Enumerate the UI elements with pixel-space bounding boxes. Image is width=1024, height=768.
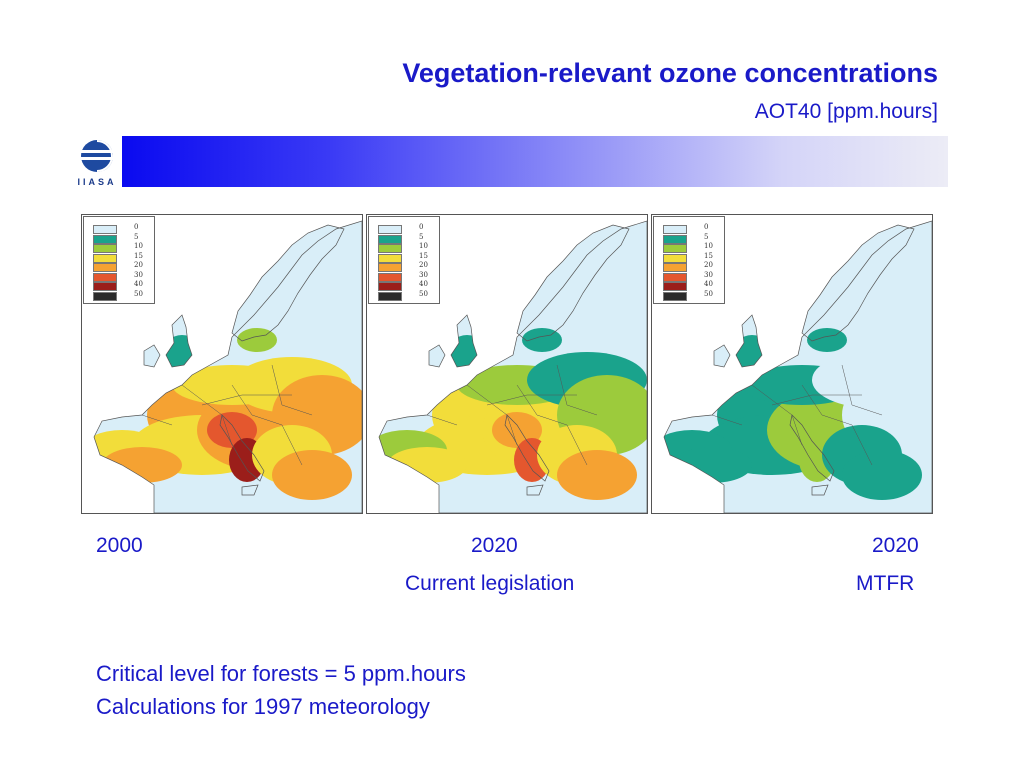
legend-label: 15: [134, 251, 143, 260]
legend-swatch: [663, 244, 687, 253]
legend-swatch: [378, 273, 402, 282]
legend-label: 30: [704, 270, 713, 279]
note-meteorology: Calculations for 1997 meteorology: [96, 694, 430, 719]
legend-swatch: [93, 282, 117, 291]
legend-swatch: [378, 263, 402, 272]
legend-label: 20: [704, 261, 713, 269]
caption-label-2020-mtfr: MTFR: [856, 572, 915, 595]
ozone-zone: [522, 328, 562, 352]
logo-text: IIASA: [77, 177, 117, 187]
legend-swatch: [93, 235, 117, 244]
legend-swatch: [378, 282, 402, 291]
legend-label: 5: [419, 232, 424, 241]
legend-label: 20: [419, 261, 428, 269]
slide-title: Vegetation-relevant ozone concentrations: [402, 58, 938, 88]
legend-label: 10: [134, 242, 143, 250]
legend-swatch: [93, 273, 117, 282]
map-legend: [653, 216, 725, 304]
legend-swatch: [378, 235, 402, 244]
legend-label: 15: [419, 251, 428, 260]
legend-swatch: [93, 254, 117, 263]
iiasa-logo: [74, 136, 120, 190]
map-2020-mtfr: [651, 214, 933, 514]
ozone-zone: [272, 450, 352, 500]
map-legend: [368, 216, 440, 304]
legend-label: 40: [704, 280, 713, 288]
map-legend: [83, 216, 155, 304]
legend-label: 30: [134, 270, 143, 279]
legend-swatch: [663, 235, 687, 244]
legend-swatch: [378, 292, 402, 301]
ozone-zone: [807, 328, 847, 352]
caption-year-2020-mtfr: 2020: [872, 534, 919, 557]
legend-label: 50: [704, 289, 713, 298]
legend-label: 10: [704, 242, 713, 250]
legend-label: 5: [704, 232, 709, 241]
ozone-zone: [557, 450, 637, 500]
legend-swatch: [378, 254, 402, 263]
ozone-zone: [842, 450, 922, 500]
legend-label: 10: [419, 242, 428, 250]
legend-label: 50: [419, 289, 428, 298]
map-2000: [81, 214, 363, 514]
caption-label-2020-cle: Current legislation: [405, 572, 575, 595]
map-2020-current-legislation: [366, 214, 648, 514]
legend-label: 50: [134, 289, 143, 298]
legend-label: 30: [419, 270, 428, 279]
legend-label: 15: [704, 251, 713, 260]
legend-label: 0: [419, 223, 424, 231]
ozone-zone: [237, 328, 277, 352]
globe-icon: [74, 136, 120, 176]
title-banner: [122, 136, 948, 187]
legend-swatch: [663, 263, 687, 272]
legend-swatch: [663, 225, 687, 234]
legend-label: 0: [704, 223, 709, 231]
note-critical-level: Critical level for forests = 5 ppm.hours: [96, 661, 466, 686]
legend-swatch: [663, 273, 687, 282]
legend-label: 5: [134, 232, 139, 241]
legend-swatch: [663, 282, 687, 291]
legend-swatch: [663, 254, 687, 263]
caption-year-2020-cle: 2020: [471, 534, 518, 557]
legend-swatch: [93, 244, 117, 253]
legend-swatch: [378, 244, 402, 253]
legend-swatch: [93, 292, 117, 301]
legend-swatch: [663, 292, 687, 301]
legend-label: 40: [134, 280, 143, 288]
legend-swatch: [93, 225, 117, 234]
legend-label: 0: [134, 223, 139, 231]
caption-year-2000: 2000: [96, 534, 143, 557]
legend-swatch: [93, 263, 117, 272]
legend-swatch: [378, 225, 402, 234]
legend-label: 20: [134, 261, 143, 269]
legend-label: 40: [419, 280, 428, 288]
slide-subtitle: AOT40 [ppm.hours]: [754, 100, 938, 123]
